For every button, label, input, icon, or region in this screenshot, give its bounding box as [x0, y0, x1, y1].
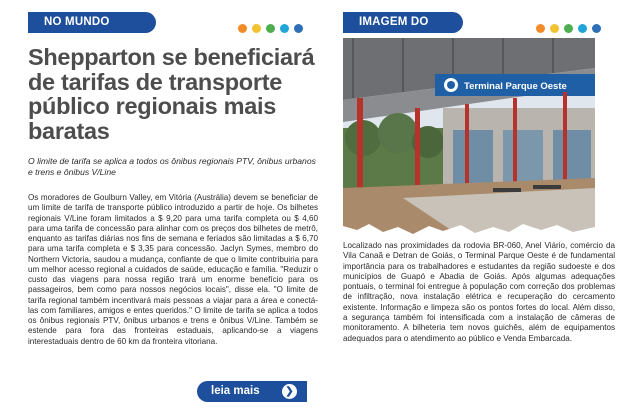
dot-green [564, 24, 573, 33]
subheadline: O limite de tarifa se aplica a todos os ônibus regionais PTV, ônibus urbanos e trens e ônibus V/Line [28, 156, 316, 177]
photo-sign-text: Terminal Parque Oeste [464, 81, 567, 92]
section-tag-imagem-do-dia: IMAGEM DO [343, 12, 463, 33]
article-body: Os moradores de Goulburn Valley, em Vitória (Austrália) devem se beneficiar de um limite de tarifa de transporte público introduzido a partir de hoje. Os bilhetes regionais V/Line foram limitados a $ 9,20 para uma tarifa completa ou $ 4,60 para uma tarifa de concessão para alinhar com os preços dos bilhetes de metrô, enquanto as tarifas diárias nos fins de semana e feriados são limitadas a $ 6,70 para uma tarifa completa e $ 3,35 para concessão. Jaclyn Symes, membro do Northern Victoria, saudou a mudança, confiante de que o limite contribuiria para um melhor acesso regional a cuidados de saúde, educação e família. "Reduzir o custo das viagens para nossa região trará um enorme benefício para os passageiros, bem como para nossos negócios locais", disse ela. "O limite de tarifa regional também incentivará mais pessoas a viajar para a área e conectá-las com familiares, amigos e entes queridos." O limite de tarifa se aplica a todos os ônibus regionais PTV, ônibus urbanos e trens e ônibus V/Line. Também se estende para fora das fronteiras estaduais, aplicando-se a viagens interestaduais dentro de 60 km da fronteira vitoriana. [28, 193, 318, 346]
chevron-right-icon: ❯ [282, 384, 297, 399]
color-dots [238, 20, 308, 30]
dot-orange [536, 24, 545, 33]
dot-green [266, 24, 275, 33]
headline: Shepparton se beneficiará de tarifas de transporte público regionais mais baratas [28, 44, 315, 144]
color-dots [536, 20, 606, 30]
read-more-button[interactable] [197, 381, 307, 402]
photo-caption: Localizado nas proximidades da rodovia BR-060, Anel Viário, comércio da Vila Canaã e Detran de Goiás, o Terminal Parque Oeste é de fundamental importância para os trabalhadores e estudantes da região sudoeste e dos municípios de Guapó e Abadia de Goiás. Após algumas adequações pontuais, o terminal foi entregue à população com correção dos problemas de infiltração, nova instalação elétrica e recuperação do cercamento existente. Informação e limpeza são os pontos fortes do local. Além disso, a segurança também foi intensificada com a instalação de câmeras de monitoramento. A bilheteria tem novos guichês, além de equipamentos adequados para o atendimento ao público e Venda Embarcada. [343, 241, 615, 343]
section-tag-no-mundo: NO MUNDO [28, 12, 156, 33]
dot-cyan [280, 24, 289, 33]
dot-blue [592, 24, 601, 33]
dot-yellow [550, 24, 559, 33]
dot-blue [294, 24, 303, 33]
terminal-photo [343, 38, 595, 238]
dot-yellow [252, 24, 261, 33]
dot-cyan [578, 24, 587, 33]
read-more-label: leia mais [211, 385, 260, 397]
dot-orange [238, 24, 247, 33]
